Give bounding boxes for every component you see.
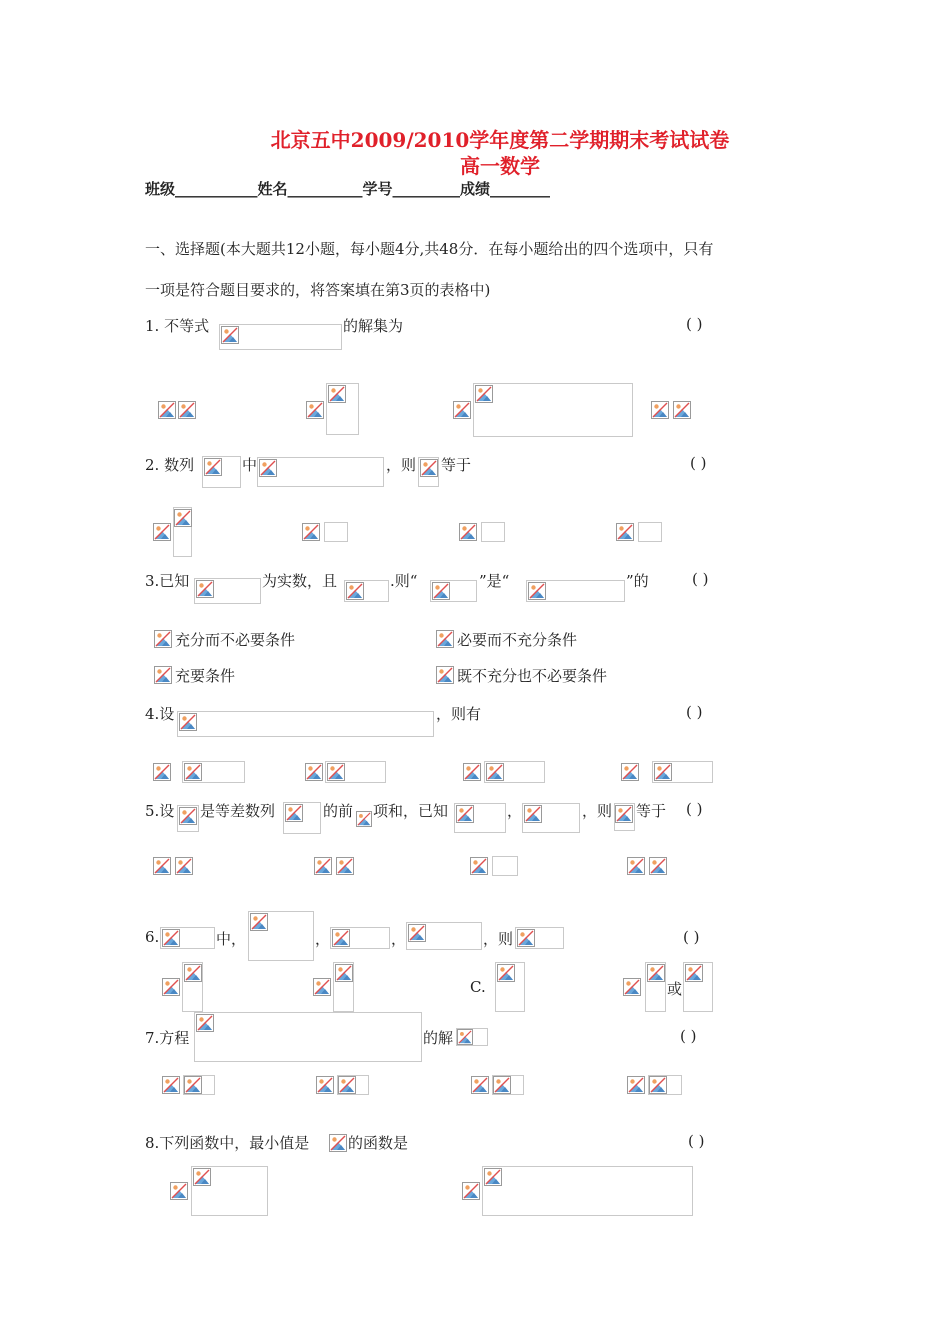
formula-placeholder bbox=[492, 856, 518, 876]
q3-option-a: 充分而不必要条件 bbox=[175, 631, 296, 649]
broken-image-icon bbox=[486, 763, 504, 781]
question-6-text-d: ，则 bbox=[483, 930, 514, 948]
broken-image-icon bbox=[328, 385, 346, 403]
question-5-text-a: 是等差数列 bbox=[200, 802, 276, 820]
question-8-label: 8.下列函数中，最小值是 bbox=[145, 1134, 310, 1152]
formula-placeholder bbox=[473, 383, 633, 437]
broken-image-icon bbox=[654, 763, 672, 781]
option-c-icon bbox=[463, 763, 481, 781]
broken-image-icon bbox=[420, 459, 438, 477]
question-2-text-b: ，则 bbox=[386, 456, 417, 474]
question-3-text-d: ”的 bbox=[626, 572, 649, 590]
broken-image-icon bbox=[649, 1076, 667, 1094]
broken-image-icon bbox=[327, 763, 345, 781]
broken-image-icon bbox=[408, 924, 426, 942]
broken-image-icon bbox=[184, 964, 202, 982]
broken-image-icon bbox=[457, 1029, 473, 1045]
option-c-icon bbox=[459, 523, 477, 541]
q6-option-c-label: C. bbox=[470, 978, 486, 996]
broken-image-icon bbox=[475, 385, 493, 403]
question-6-text-b: ， bbox=[315, 930, 331, 948]
answer-bracket-6: ( ) bbox=[683, 928, 700, 946]
broken-image-icon bbox=[336, 857, 354, 875]
option-c-icon bbox=[453, 401, 471, 419]
broken-image-icon bbox=[329, 1134, 347, 1152]
answer-bracket-1: ( ) bbox=[686, 315, 703, 333]
question-4-label: 4.设 bbox=[145, 705, 175, 723]
section-intro-line2: 一项是符合题目要求的，将答案填在第3页的表格中) bbox=[145, 281, 491, 299]
question-5-label: 5.设 bbox=[145, 802, 175, 820]
answer-bracket-2: ( ) bbox=[690, 454, 707, 472]
option-d-icon bbox=[651, 401, 669, 419]
broken-image-icon bbox=[175, 857, 193, 875]
broken-image-icon bbox=[250, 913, 268, 931]
formula-placeholder bbox=[324, 522, 348, 542]
option-d-icon bbox=[623, 978, 641, 996]
q6-or-label: 或 bbox=[667, 980, 683, 998]
question-6-text-c: ， bbox=[391, 930, 407, 948]
answer-bracket-4: ( ) bbox=[686, 703, 703, 721]
broken-image-icon bbox=[647, 964, 665, 982]
option-d-icon bbox=[621, 763, 639, 781]
question-2-text-c: 等于 bbox=[441, 456, 472, 474]
answer-bracket-7: ( ) bbox=[680, 1027, 697, 1045]
question-2-text-a: 中 bbox=[242, 456, 258, 474]
question-3-text-b: .则“ bbox=[390, 572, 418, 590]
question-5-text-c: 项和，已知 bbox=[373, 802, 449, 820]
broken-image-icon bbox=[484, 1168, 502, 1186]
formula-placeholder bbox=[177, 711, 434, 737]
broken-image-icon bbox=[456, 805, 474, 823]
option-d-icon bbox=[627, 1076, 645, 1094]
question-3-label: 3.已知 bbox=[145, 572, 190, 590]
option-d-icon bbox=[616, 523, 634, 541]
q3-option-b: 必要而不充分条件 bbox=[457, 631, 578, 649]
question-1-text: 的解集为 bbox=[343, 317, 404, 335]
broken-image-icon bbox=[221, 326, 239, 344]
broken-image-icon bbox=[493, 1076, 511, 1094]
broken-image-icon bbox=[162, 929, 180, 947]
broken-image-icon bbox=[338, 1076, 356, 1094]
option-a-icon bbox=[170, 1182, 188, 1200]
option-d-icon bbox=[436, 666, 454, 684]
question-3-text-a: 为实数，且 bbox=[262, 572, 338, 590]
question-6-text-a: 中， bbox=[216, 930, 247, 948]
option-c-icon bbox=[470, 857, 488, 875]
option-a-icon bbox=[162, 978, 180, 996]
broken-image-icon bbox=[673, 401, 691, 419]
q3-option-d: 既不充分也不必要条件 bbox=[457, 667, 608, 685]
option-b-icon bbox=[436, 630, 454, 648]
option-c-icon bbox=[471, 1076, 489, 1094]
option-a-icon bbox=[154, 630, 172, 648]
formula-placeholder bbox=[481, 522, 505, 542]
exam-subject: 高一数学 bbox=[460, 154, 540, 178]
broken-image-icon bbox=[685, 964, 703, 982]
broken-image-icon bbox=[524, 805, 542, 823]
formula-placeholder bbox=[482, 1166, 693, 1216]
option-d-icon bbox=[627, 857, 645, 875]
option-a-icon bbox=[153, 523, 171, 541]
broken-image-icon bbox=[179, 713, 197, 731]
section-intro-line1: 一、选择题(本大题共12小题，每小题4分,共48分．在每小题给出的四个选项中，只有 bbox=[145, 240, 714, 258]
option-b-icon bbox=[314, 857, 332, 875]
answer-bracket-8: ( ) bbox=[688, 1132, 705, 1150]
broken-image-icon bbox=[497, 964, 515, 982]
broken-image-icon bbox=[193, 1168, 211, 1186]
broken-image-icon bbox=[196, 1014, 214, 1032]
question-2-label: 2. 数列 bbox=[145, 456, 195, 474]
broken-image-icon bbox=[174, 509, 192, 527]
formula-placeholder bbox=[638, 522, 662, 542]
broken-image-icon bbox=[184, 1076, 202, 1094]
broken-image-icon bbox=[179, 807, 197, 825]
option-b-icon bbox=[313, 978, 331, 996]
broken-image-icon bbox=[432, 582, 450, 600]
option-a-icon bbox=[153, 763, 171, 781]
student-info-line: 班级___________姓名__________学号_________成绩________ bbox=[145, 180, 551, 198]
broken-image-icon bbox=[196, 580, 214, 598]
broken-image-icon bbox=[649, 857, 667, 875]
option-b-icon bbox=[305, 763, 323, 781]
broken-image-icon bbox=[184, 763, 202, 781]
broken-image-icon bbox=[259, 459, 277, 477]
option-b-icon bbox=[302, 523, 320, 541]
question-8-text: 的函数是 bbox=[348, 1134, 409, 1152]
answer-bracket-5: ( ) bbox=[686, 800, 703, 818]
option-a-icon bbox=[162, 1076, 180, 1094]
option-b-icon bbox=[306, 401, 324, 419]
broken-image-icon bbox=[346, 582, 364, 600]
question-5-text-f: 等于 bbox=[636, 802, 667, 820]
formula-placeholder bbox=[194, 1012, 422, 1062]
broken-image-icon bbox=[335, 964, 353, 982]
broken-image-icon bbox=[517, 929, 535, 947]
option-b-icon bbox=[462, 1182, 480, 1200]
answer-bracket-3: ( ) bbox=[692, 570, 709, 588]
question-7-text: 的解 bbox=[423, 1029, 454, 1047]
question-5-text-b: 的前 bbox=[323, 802, 354, 820]
broken-image-icon bbox=[204, 458, 222, 476]
question-5-text-e: ，则 bbox=[582, 802, 613, 820]
question-6-label: 6. bbox=[145, 928, 160, 946]
option-b-icon bbox=[316, 1076, 334, 1094]
question-4-text: ，则有 bbox=[436, 705, 482, 723]
broken-image-icon bbox=[528, 582, 546, 600]
exam-title: 北京五中2009/2010学年度第二学期期末考试试卷 bbox=[270, 128, 730, 152]
q3-option-c: 充要条件 bbox=[175, 667, 236, 685]
option-c-icon bbox=[154, 666, 172, 684]
question-5-text-d: ， bbox=[507, 802, 523, 820]
broken-image-icon bbox=[615, 805, 633, 823]
option-a-icon bbox=[153, 857, 171, 875]
broken-image-icon bbox=[285, 804, 303, 822]
question-3-text-c: ”是“ bbox=[479, 572, 510, 590]
question-1-label: 1. 不等式 bbox=[145, 317, 210, 335]
option-a-icon bbox=[158, 401, 176, 419]
broken-image-icon bbox=[178, 401, 196, 419]
question-7-label: 7.方程 bbox=[145, 1029, 190, 1047]
broken-image-icon bbox=[332, 929, 350, 947]
broken-image-icon bbox=[356, 811, 372, 827]
